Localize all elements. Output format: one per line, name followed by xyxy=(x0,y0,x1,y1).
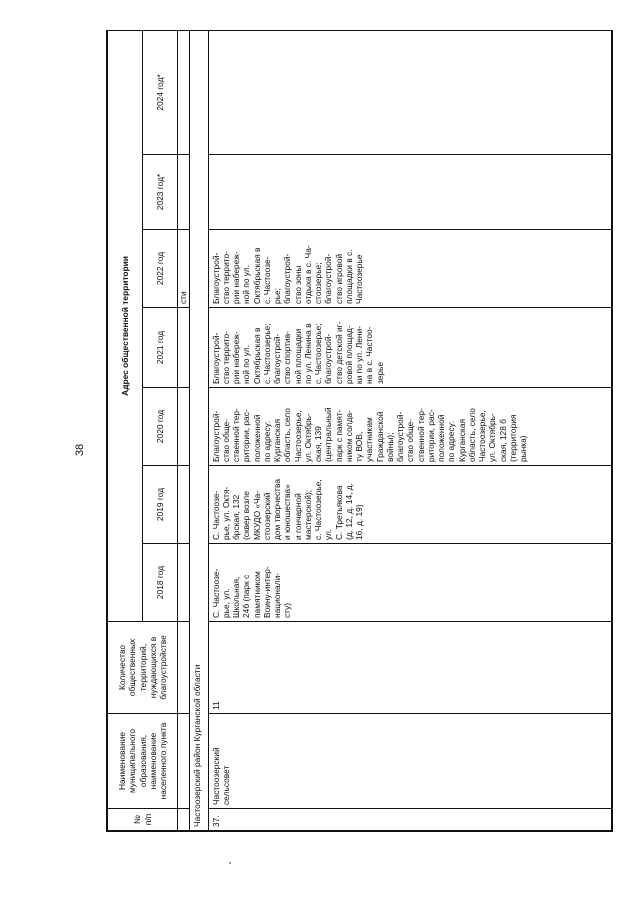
row-2021: Благоустрой- ство террито- рии набереж- ной по ул. Октябрьская в с. Частоозерье; благоустрой- ство спортив- ной площадки по ул. Ленина в с. Частоозерье; благоустрой- ство детской иг- ровой площад- ки по ул. Лени- на в с. Частоо- зерье xyxy=(208,308,611,388)
public-territories-table xyxy=(107,30,612,831)
district-label: Частоозерский район Курганской области xyxy=(189,30,208,830)
header-year-2021: 2021 год xyxy=(143,308,178,388)
header-year-2024: 2024 год* xyxy=(143,30,178,154)
empty-cell xyxy=(178,544,189,622)
header-year-2018: 2018 год xyxy=(143,544,178,622)
row-count: 11 xyxy=(208,622,611,714)
row-2024 xyxy=(208,30,611,154)
row-municipality: Частоозерский сельсовет xyxy=(208,714,611,809)
empty-cell xyxy=(178,30,189,154)
rotated-table-container xyxy=(107,31,612,831)
row-2023 xyxy=(208,155,611,230)
empty-cell xyxy=(178,388,189,466)
row-2019: С. Частоозе- рье, ул. Октя- брская, 132 (сквер возле МКУДО «Ча- стоозерский дом творчества и юношества» и гончарной мастерской); с. Частоозерье, ул. С. Третьякова (д. 12, д. 14, д. 16, д. 19) xyxy=(208,466,611,544)
table-row xyxy=(208,30,611,830)
header-row-1 xyxy=(108,30,143,830)
continuation-row xyxy=(178,30,189,830)
header-year-2023: 2023 год* xyxy=(143,155,178,230)
empty-cell xyxy=(178,308,189,388)
row-num: 37. xyxy=(208,809,611,831)
header-count: Количество общественных территорий, нуждающихся в благоустройстве xyxy=(108,622,178,714)
header-year-2022: 2022 год xyxy=(143,230,178,308)
header-year-2019: 2019 год xyxy=(143,466,178,544)
header-municipality: Наименование муниципального образования, наименование населенного пункта xyxy=(108,714,178,809)
header-year-2020: 2020 год xyxy=(143,388,178,466)
scan-speck xyxy=(229,862,231,864)
empty-cell xyxy=(178,714,189,809)
page-number: 38 xyxy=(74,443,87,457)
continuation-cell: сти xyxy=(178,230,189,308)
document-table-frame xyxy=(106,30,613,832)
header-num: № п/п xyxy=(108,809,178,831)
empty-cell xyxy=(178,155,189,230)
row-2022: Благоустрой- ство террито- рии набереж- ной по ул. Октябрьская в с. Частоозе- рье; благоустрой- ство зоны отдыха в с. Ча- стоозерье; благоустрой- ство игровой площадки в с. Частоозерье xyxy=(208,230,611,308)
header-address: Адрес общественной территории xyxy=(108,30,143,621)
empty-cell xyxy=(178,809,189,831)
row-2020: Благоустрой- ство обще- ственной тер- ритории, рас- положенной по адресу: Курганская область, село Частоозерье, ул. Октябрь- ская, 139 (центральный парк с памят- ником солда- ту ВОВ, участникам Гражданской войны); благоустрой- ство обще- ственной тер- ритории, рас- положенной по адресу: Курганская область, село Частоозерье, ул. Октябрь- ская, 128 б (территория рынка) xyxy=(208,388,611,466)
district-row xyxy=(189,30,208,830)
empty-cell xyxy=(178,466,189,544)
row-2018: С. Частоозе- рье, ул. Школьная, 24б (парк с памятником Воину-интер- национали- сту) xyxy=(208,544,611,622)
empty-cell xyxy=(178,622,189,714)
